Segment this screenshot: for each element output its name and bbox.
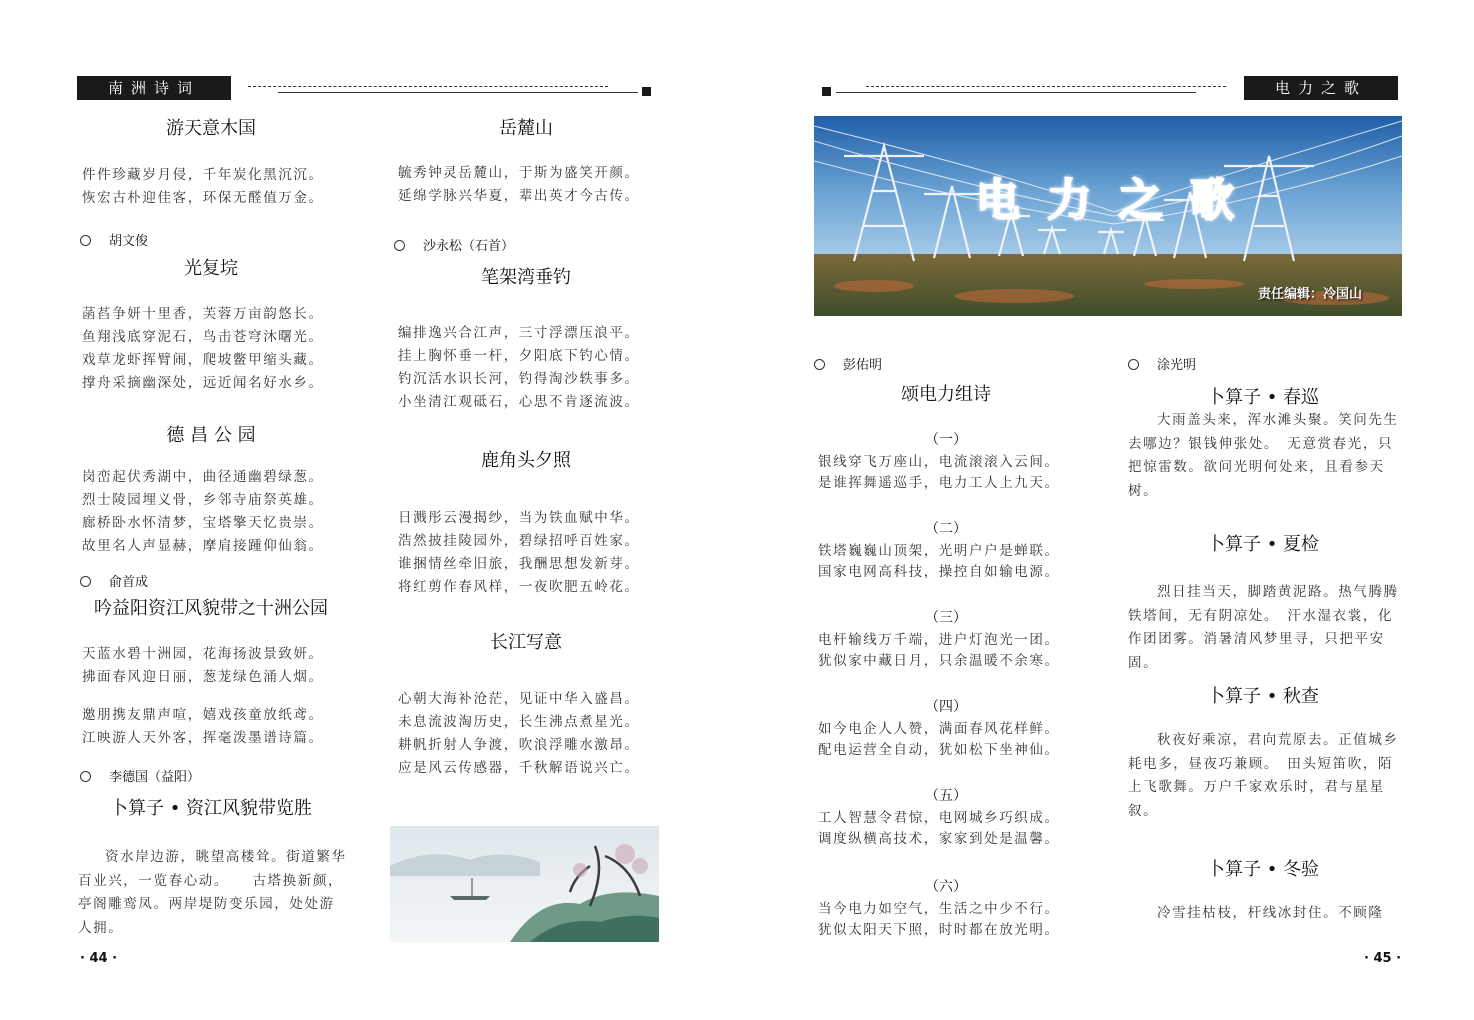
author-line [80,571,148,590]
verse-line: 配电运营全自动，犹如松下坐神仙。 [818,742,1060,758]
left-header-rule-solid [278,92,638,93]
poem-title: 鹿角头夕照 [481,450,571,471]
verse-line: 调度纵横高技术，家家到处是温馨。 [818,831,1060,847]
verse-line: 如今电企人人赞，满面春风花样鲜。 [818,721,1060,737]
verse-line: 工人智慧令君惊，电网城乡巧织成。 [818,810,1060,826]
verse-line: 挂上胸怀垂一杆，夕阳底下钓心情。 [398,348,640,364]
verse-line: 将红剪作春风样，一夜吹肥五岭花。 [398,579,640,595]
verse-line: 是谁挥舞遥巡手，电力工人上九天。 [818,475,1060,491]
poem-title: 卜算子 • 夏检 [1206,534,1320,555]
author-line [1128,354,1196,373]
ci-body: 烈日挂当天，脚踏黄泥路。热气腾腾铁塔间，无有阴凉处。 汗水湿衣裳，化作团团雾。消暑清风梦里寻，只把平安固。 [1128,584,1399,671]
poem-body [818,719,1060,761]
author-line [394,235,514,254]
verse-line: 电杆输线万千端，进户灯泡光一团。 [818,632,1060,648]
author-name: 胡文俊 [109,234,149,249]
poem-title: 卜算子 • 春巡 [1206,387,1320,408]
circle-marker-icon [80,235,91,246]
poem-title: 卜算子 • 资江风貌带览胜 [109,798,313,819]
section-number: （四） [925,699,967,715]
poem-body [82,643,324,750]
verse-line: 延绵学脉兴华夏，辈出英才今古传。 [398,188,640,204]
author-line [80,230,148,249]
poem-title: 吟益阳资江风貌带之十洲公园 [94,598,328,619]
page-number-left: · 44 · [80,951,118,966]
poem-body [818,452,1060,494]
author-name: 彭佑明 [843,358,883,373]
poem-body [398,322,640,414]
page-number-right: · 45 · [1364,951,1402,966]
poem-body [398,162,640,208]
poem-body [82,466,324,558]
verse-line: 国家电网高科技，操控自如输电源。 [818,564,1060,580]
verse-line: 犹似家中藏日月，只余温暖不余寒。 [818,653,1060,669]
verse-line: 钓沉活水识长河，钓得淘沙轶事多。 [398,371,640,387]
poem-body [398,507,640,599]
verse-line: 犹似太阳天下照，时时都在放光明。 [818,922,1060,938]
left-section-tag: 南洲诗词 [77,76,231,100]
poem-title: 卜算子 • 秋查 [1206,686,1320,707]
poem-body [82,303,324,395]
verse-line: 当今电力如空气，生活之中少不行。 [818,901,1060,917]
verse-line: 拂面春风迎日丽，葱茏绿色涌人烟。 [82,669,324,685]
poem-body [818,808,1060,850]
right-section-tag: 电力之歌 [1244,76,1398,100]
verse-line: 菡萏争妍十里香，芙蓉万亩韵悠长。 [82,306,324,322]
author-line [80,766,200,785]
ci-body: 冷雪挂枯枝，杆线冰封住。不顾隆 [1157,905,1384,921]
poem-title: 长江写意 [490,632,562,653]
circle-marker-icon [814,359,825,370]
poem-body [818,541,1060,583]
circle-marker-icon [394,240,405,251]
ci-body: 大雨盖头来，浑水滩头聚。笑问先生去哪边？银钱伸张处。 无意赏春光，只把惊雷数。欲问光明何处来，且看参天树。 [1128,412,1399,499]
right-header-rule-solid [836,92,1196,93]
verse-line: 邀朋携友鼎声喧，嬉戏孩童放纸鸢。 [82,707,324,723]
left-header-square [642,87,651,96]
section-number: （六） [925,879,967,895]
ci-body: 资水岸边游，眺望高楼耸。街道繁华百业兴，一览春心动。 古塔换新颜，亭阁雕鸾凤。两岸堤防变乐园，处处游人拥。 [78,849,347,936]
poem-title: 光复垸 [184,258,238,279]
right-header-rule [866,86,1226,87]
power-banner-image [814,116,1402,316]
verse-line: 毓秀钟灵岳麓山，于斯为盛笑开颜。 [398,165,640,181]
author-line [814,354,882,373]
banner-editor: 责任编辑：冷国山 [1257,287,1362,302]
poem-title: 颂电力组诗 [901,384,991,405]
verse-line: 应是风云传感器，千秋解语说兴亡。 [398,760,640,776]
verse-line: 心朝大海补沧茫，见证中华入盛昌。 [398,691,640,707]
poem-title: 游天意木国 [166,118,256,139]
circle-marker-icon [80,576,91,587]
verse-line: 耕帆折射人争渡，吹浪浮雕水激昂。 [398,737,640,753]
section-number: （三） [925,610,967,626]
poem-title: 笔架湾垂钓 [481,267,571,288]
author-name: 涂光明 [1157,358,1197,373]
section-number: （一） [925,432,967,448]
verse-line: 浩然披挂陵园外，碧绿招呼百姓家。 [398,533,640,549]
section-number: （二） [925,521,967,537]
poem-title: 卜算子 • 冬验 [1206,859,1320,880]
verse-line: 日溅彤云漫揭纱，当为铁血赋中华。 [398,510,640,526]
verse-line: 银线穿飞万座山，电流滚滚入云间。 [818,454,1060,470]
verse-line: 小坐清江观砥石，心思不肯逐流波。 [398,394,640,410]
banner-title: 电 力 之 歌 [976,175,1240,226]
poem-body [818,899,1060,941]
verse-line: 故里名人声显赫，摩肩接踵仰仙翁。 [82,538,324,554]
verse-line: 谁捆情丝牵旧旅，我酬思想发新芽。 [398,556,640,572]
section-number: （五） [925,788,967,804]
verse-line: 岗峦起伏秀湖中，曲径通幽碧绿葱。 [82,469,324,485]
verse-line: 编排逸兴合江声，三寸浮漂压浪平。 [398,325,640,341]
author-name: 沙永松（石首） [423,239,515,254]
verse-line: 烈士陵园埋义骨，乡邻寺庙祭英雄。 [82,492,324,508]
poem-body [818,630,1060,672]
poem-title: 德 昌 公 园 [166,425,256,446]
poem-body [398,688,640,780]
author-name: 李德国（益阳） [109,770,201,785]
verse-line: 恢宏古朴迎佳客，环保无醛值万金。 [82,190,324,206]
verse-line: 撑舟采摘幽深处，远近闻名好水乡。 [82,375,324,391]
circle-marker-icon [1128,359,1139,370]
verse-line: 鱼翔浅底穿泥石，鸟击苍穹沐曙光。 [82,329,324,345]
left-header-rule [248,86,608,87]
circle-marker-icon [80,771,91,782]
verse-line: 铁塔巍巍山顶架，光明户户是蝉联。 [818,543,1060,559]
verse-line: 件件珍藏岁月侵，千年炭化黑沉沉。 [82,167,324,183]
author-name: 俞首成 [109,575,149,590]
poem-body [82,164,324,210]
right-header-square [822,87,831,96]
verse-line: 未息流波淘历史，长生沸点煮星光。 [398,714,640,730]
ci-body: 秋夜好乘凉，君向荒原去。正值城乡耗电多，昼夜巧兼顾。 田头短笛吹，陌上飞歌舞。万户千家欢乐时，君与星星叙。 [1128,732,1399,819]
verse-line: 廊桥卧水怀清梦，宝塔擎天忆贵崇。 [82,515,324,531]
verse-line [82,689,324,704]
verse-line: 江映游人天外客，挥毫泼墨谱诗篇。 [82,730,324,746]
verse-line: 天蓝水碧十洲园，花海扬波景致妍。 [82,646,324,662]
ink-landscape-painting [390,826,659,942]
verse-line: 戏草龙虾挥臂闹，爬坡鳖甲缩头藏。 [82,352,324,368]
poem-title: 岳麓山 [499,118,553,139]
